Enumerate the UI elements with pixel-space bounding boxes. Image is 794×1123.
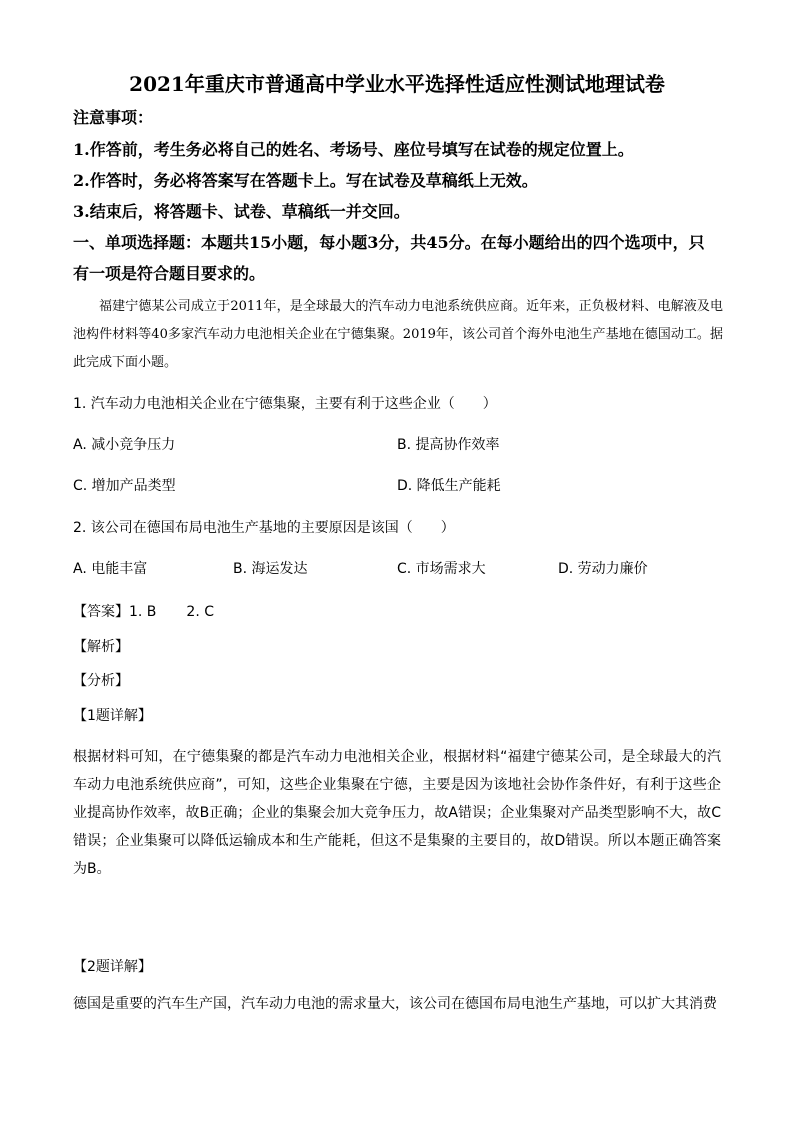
question-2-option-c: C. 市场需求大 [397, 561, 486, 577]
notice-item-1: 1.作答前，考生务必将自己的姓名、考场号、座位号填写在试卷的规定位置上。 [73, 140, 634, 159]
detail-2-text: 德国是重要的汽车生产国，汽车动力电池的需求量大，该公司在德国布局电池生产基地，可以扩大其消费 [73, 996, 717, 1012]
detail-1-tag: 【1题详解】 [73, 708, 152, 724]
question-2-option-d: D. 劳动力廉价 [558, 561, 648, 577]
fenxi-tag: 【分析】 [73, 673, 129, 689]
question-2-stem: 2. 该公司在德国布局电池生产基地的主要原因是该国（ ） [73, 520, 455, 536]
question-1-stem: 1. 汽车动力电池相关企业在宁德集聚，主要有利于这些企业（ ） [73, 396, 497, 412]
section-heading-line1: 一、单项选择题：本题共15小题，每小题3分，共45分。在每小题给出的四个选项中，只 [73, 233, 705, 252]
answer-tag: 【答案】 [73, 604, 129, 620]
exam-title: 2021年重庆市普通高中学业水平选择性适应性测试地理试卷 [129, 72, 665, 96]
question-1-option-b: B. 提高协作效率 [397, 437, 500, 453]
detail-1-text: 根据材料可知，在宁德集聚的都是汽车动力电池相关企业，根据材料“福建宁德某公司，是全球最大的汽车动力电池系统供应商”，可知，这些企业集聚在宁德，主要是因为该地社会协作条件好，有利于这些企业提高协作效率，故B正确；企业的集聚会加大竞争压力，故A错误；企业集聚对产品类型影响不大，故C错误；企业集聚可以降低运输成本和生产能耗，但这不是集聚的主要目的，故D错误。所以本题正确答案为B。 [73, 749, 721, 877]
reading-material: 福建宁德某公司成立于2011年，是全球最大的汽车动力电池系统供应商。近年来，正负极材料、电解液及电池构件材料等40多家汽车动力电池相关企业在宁德集聚。2019年，该公司首个海外电池生产基地在德国动工。据此完成下面小题。 [73, 299, 723, 370]
answer-1: 1. B [129, 604, 157, 620]
notice-item-2: 2.作答时，务必将答案写在答题卡上。写在试卷及草稿纸上无效。 [73, 171, 538, 190]
notice-heading: 注意事项： [73, 108, 154, 127]
question-2-option-a: A. 电能丰富 [73, 561, 148, 577]
question-1-option-a: A. 减小竞争压力 [73, 437, 176, 453]
question-1-option-d: D. 降低生产能耗 [397, 478, 501, 494]
question-2-option-b: B. 海运发达 [233, 561, 308, 577]
answer-2: 2. C [186, 604, 215, 620]
section-heading-line2: 有一项是符合题目要求的。 [73, 264, 266, 283]
answer-line [73, 601, 214, 623]
question-1-option-c: C. 增加产品类型 [73, 478, 176, 494]
analysis-tag: 【解析】 [73, 639, 129, 655]
notice-item-3: 3.结束后，将答题卡、试卷、草稿纸一并交回。 [73, 202, 410, 221]
detail-2-tag: 【2题详解】 [73, 959, 152, 975]
